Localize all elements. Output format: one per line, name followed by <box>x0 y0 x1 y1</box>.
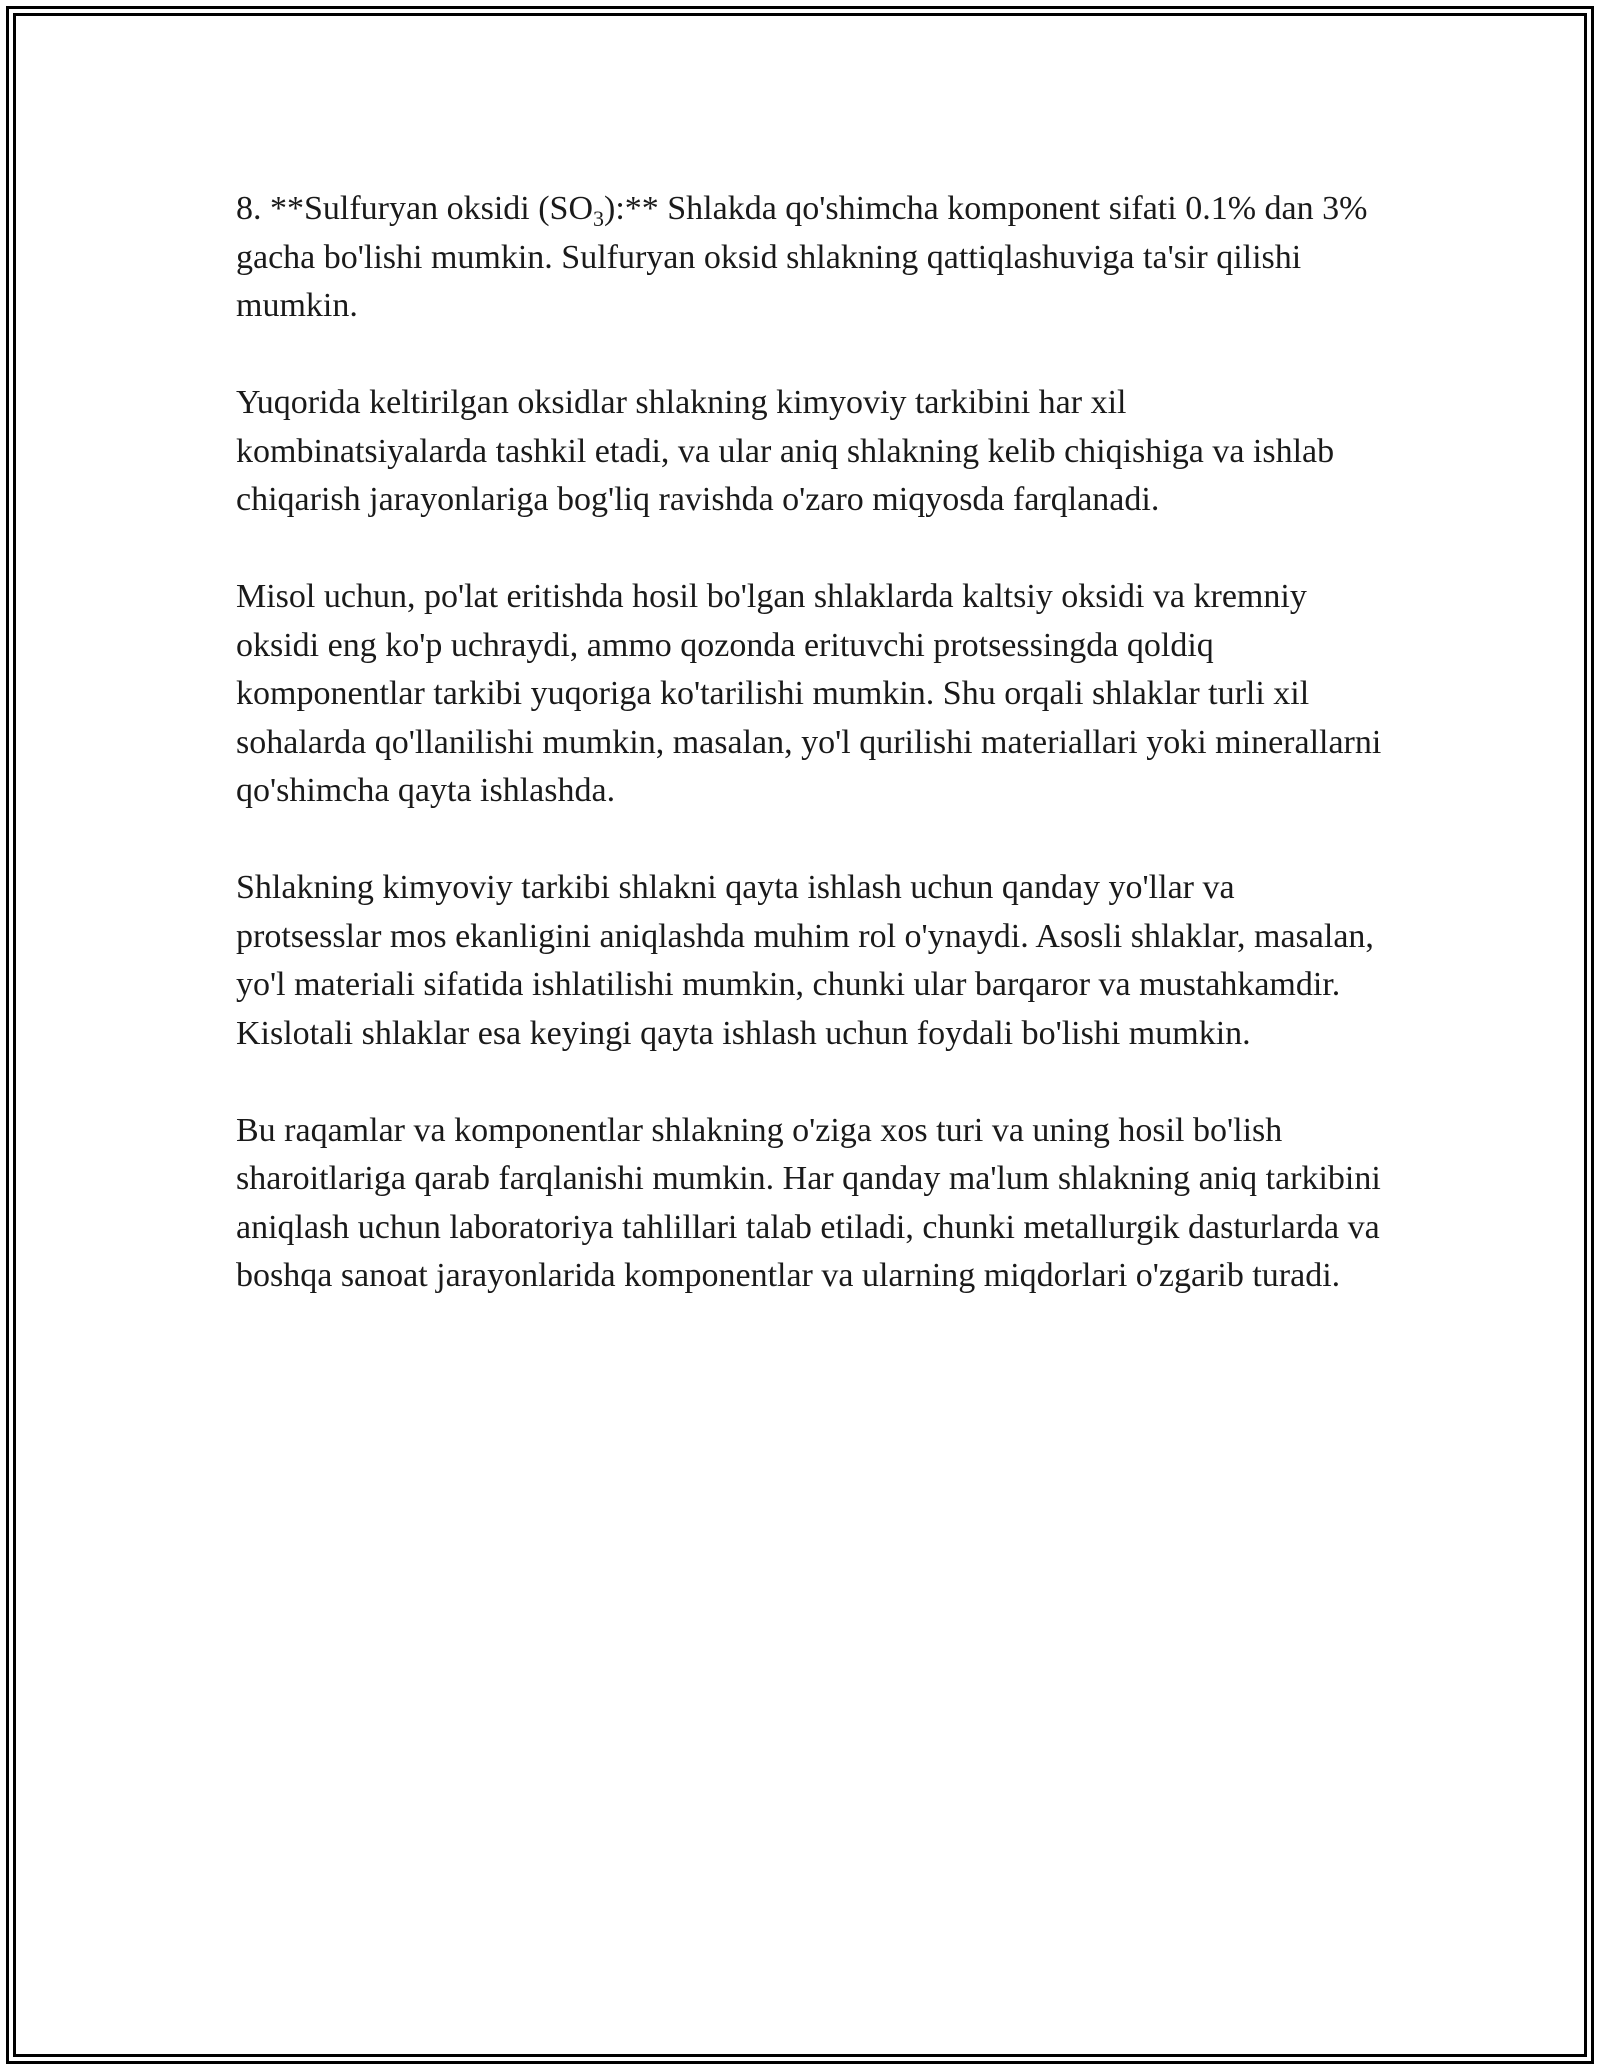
subscript-three: 3 <box>593 206 604 231</box>
paragraph-sulfur-oxide-start: 8. **Sulfuryan oksidi (SO <box>236 190 593 227</box>
paragraph-chemical-composition: Shlakning kimyoviy tarkibi shlakni qayta ishlash uchun qanday yo'llar va protsesslar mos ekanligini aniqlashda muhim rol o'ynaydi. Asosli shlaklar, masalan, yo'l materiali sifatida ishlatilishi mumkin, chunki ular barqaror va mustahkamdir. Kislotali shlaklar esa keyingi qayta ishlash uchun foydali bo'lishi mumkin. <box>236 869 1374 1052</box>
paragraph-sulfur-oxide-end: ):** Shlakda qo'shimcha komponent sifati 0.1% dan 3% gacha bo'lishi mumkin. Sulfuryan oksid shlakning qattiqlashuviga ta'sir qilishi mumkin. <box>236 190 1368 324</box>
paragraph-example: Misol uchun, po'lat eritishda hosil bo'lgan shlaklarda kaltsiy oksidi va kremniy oksidi eng ko'p uchraydi, ammo qozonda erituvchi protsessingda qoldiq komponentlar tarkibi yuqoriga ko'tarilishi mumkin. Shu orqali shlaklar turli xil sohalarda qo'llanilishi mumkin, masalan, yo'l qurilishi materiallari yoki minerallarni qo'shimcha qayta ishlashda. <box>236 578 1382 809</box>
paragraph-oxide-combinations: Yuqorida keltirilgan oksidlar shlakning kimyoviy tarkibini har xil kombinatsiyalarda tashkil etadi, va ular aniq shlakning kelib chiqishiga va ishlab chiqarish jarayonlariga bog'liq ravishda o'zaro miqyosda farqlanadi. <box>236 384 1335 518</box>
document-body <box>236 185 1386 1349</box>
paragraph-sulfur-oxide <box>236 185 1386 331</box>
paragraph-lab-analysis: Bu raqamlar va komponentlar shlakning o'ziga xos turi va uning hosil bo'lish sharoitlariga qarab farqlanishi mumkin. Har qanday ma'lum shlakning aniq tarkibini aniqlash uchun laboratoriya tahlillari talab etiladi, chunki metallurgik dasturlarda va boshqa sanoat jarayonlarida komponentlar va ularning miqdorlari o'zgarib turadi. <box>236 1111 1381 1294</box>
